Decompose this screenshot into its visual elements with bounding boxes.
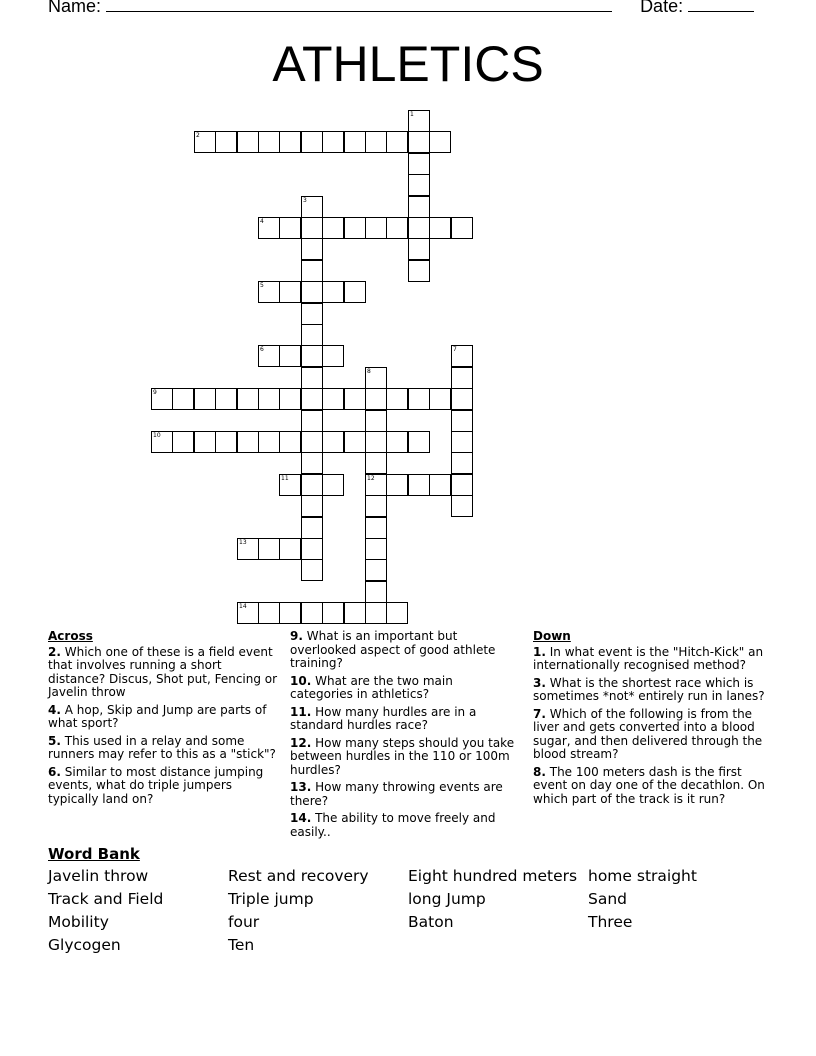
grid-cell[interactable] (215, 431, 237, 453)
across-heading: Across (48, 629, 93, 643)
clue-across-9: 9. What is an important but overlooked aspect of good athlete training? (290, 629, 496, 670)
grid-cell[interactable] (408, 196, 430, 218)
grid-cell[interactable] (301, 238, 323, 260)
across-clues-col1 (48, 630, 280, 810)
grid-cell[interactable] (151, 388, 173, 410)
grid-cell[interactable] (344, 131, 366, 153)
word-bank-item: long Jump (408, 890, 486, 908)
grid-cell[interactable] (408, 174, 430, 196)
grid-cell[interactable] (279, 431, 301, 453)
cell-number: 2 (196, 132, 200, 139)
grid-cell[interactable] (258, 602, 280, 624)
grid-cell[interactable] (301, 410, 323, 432)
grid-cell[interactable] (301, 452, 323, 474)
grid-cell[interactable] (365, 367, 387, 389)
cell-number: 13 (239, 539, 247, 546)
word-bank-item: Ten (228, 936, 255, 954)
clue-down-7: 7. Which of the following is from the liver and gets converted into a blood sugar, and then delivered through the blood stream? (533, 706, 763, 761)
grid-cell[interactable] (172, 388, 194, 410)
clue-down-3: 3. What is the shortest race which is sometimes *not* entirely run in lanes? (533, 675, 765, 703)
date-label: Date: (640, 0, 684, 16)
down-heading: Down (533, 629, 571, 643)
word-bank-item: Mobility (48, 913, 109, 931)
grid-cell[interactable] (451, 452, 473, 474)
cell-number: 5 (260, 282, 264, 289)
grid-cell[interactable] (451, 388, 473, 410)
grid-cell[interactable] (365, 538, 387, 560)
grid-cell[interactable] (408, 131, 430, 153)
name-label: Name: (48, 0, 102, 16)
grid-cell[interactable] (365, 559, 387, 581)
grid-cell[interactable] (451, 431, 473, 453)
word-bank-item: Rest and recovery (228, 867, 369, 885)
grid-cell[interactable] (386, 217, 408, 239)
clue-across-11: 11. How many hurdles are in a standard hurdles race? (290, 704, 477, 732)
grid-cell[interactable] (365, 217, 387, 239)
grid-cell[interactable] (237, 431, 259, 453)
grid-cell[interactable] (344, 217, 366, 239)
grid-cell[interactable] (322, 345, 344, 367)
grid-cell[interactable] (258, 431, 280, 453)
word-bank (48, 845, 788, 955)
grid-cell[interactable] (365, 581, 387, 603)
grid-cell[interactable] (237, 388, 259, 410)
grid-cell[interactable] (344, 602, 366, 624)
grid-cell[interactable] (408, 217, 430, 239)
grid-cell[interactable] (365, 517, 387, 539)
clue-across-14: 14. The ability to move freely and easily.. (290, 811, 496, 839)
clue-down-8: 8. The 100 meters dash is the first event on day one of the decathlon. On which part of the track is it run? (533, 764, 765, 806)
cell-number: 12 (367, 475, 375, 482)
grid-cell[interactable] (365, 474, 387, 496)
clue-across-10: 10. What are the two main categories in athletics? (290, 673, 453, 701)
grid-cell[interactable] (258, 131, 280, 153)
across-clues-col2 (290, 630, 516, 843)
grid-cell[interactable] (301, 131, 323, 153)
grid-cell[interactable] (365, 602, 387, 624)
grid-cell[interactable] (279, 281, 301, 303)
grid-cell[interactable] (215, 131, 237, 153)
grid-cell[interactable] (301, 474, 323, 496)
grid-cell[interactable] (344, 281, 366, 303)
grid-cell[interactable] (279, 538, 301, 560)
grid-cell[interactable] (279, 345, 301, 367)
grid-cell[interactable] (365, 410, 387, 432)
grid-cell[interactable] (386, 602, 408, 624)
word-bank-item: Glycogen (48, 936, 121, 954)
grid-cell[interactable] (451, 345, 473, 367)
grid-cell[interactable] (194, 431, 216, 453)
grid-cell[interactable] (194, 131, 216, 153)
grid-cell[interactable] (429, 217, 451, 239)
grid-cell[interactable] (301, 324, 323, 346)
grid-cell[interactable] (386, 474, 408, 496)
grid-cell[interactable] (344, 431, 366, 453)
grid-cell[interactable] (237, 538, 259, 560)
word-bank-item: Sand (588, 890, 627, 908)
grid-cell[interactable] (365, 388, 387, 410)
grid-cell[interactable] (322, 217, 344, 239)
grid-cell[interactable] (322, 602, 344, 624)
grid-cell[interactable] (279, 131, 301, 153)
grid-cell[interactable] (408, 431, 430, 453)
grid-cell[interactable] (301, 196, 323, 218)
word-bank-item: Three (588, 913, 633, 931)
clue-across-13: 13. How many throwing events are there? (290, 780, 503, 808)
word-bank-item: Javelin throw (48, 867, 149, 885)
grid-cell[interactable] (386, 131, 408, 153)
word-bank-item: Eight hundred meters (408, 867, 578, 885)
grid-cell[interactable] (301, 538, 323, 560)
grid-cell[interactable] (237, 131, 259, 153)
grid-cell[interactable] (451, 495, 473, 517)
clue-across-2: 2. Which one of these is a field event that involves running a short distance? Discus, Shot put, Fencing or Javelin throw (48, 644, 278, 699)
word-bank-grid (48, 867, 788, 955)
grid-cell[interactable] (301, 367, 323, 389)
grid-cell[interactable] (215, 388, 237, 410)
grid-cell[interactable] (386, 431, 408, 453)
grid-cell[interactable] (151, 431, 173, 453)
cell-number: 7 (453, 346, 457, 353)
grid-cell[interactable] (301, 281, 323, 303)
grid-cell[interactable] (322, 474, 344, 496)
grid-cell[interactable] (258, 538, 280, 560)
grid-cell[interactable] (279, 474, 301, 496)
grid-cell[interactable] (279, 602, 301, 624)
grid-cell[interactable] (301, 517, 323, 539)
word-bank-title: Word Bank (48, 845, 140, 863)
cell-number: 11 (281, 475, 289, 482)
clue-across-12: 12. How many steps should you take between hurdles in the 110 or 100m hurdles? (290, 735, 515, 777)
page-title: ATHLETICS (272, 36, 544, 92)
grid-cell[interactable] (301, 602, 323, 624)
grid-cell[interactable] (344, 388, 366, 410)
grid-cell[interactable] (258, 217, 280, 239)
grid-cell[interactable] (451, 217, 473, 239)
grid-cell[interactable] (429, 474, 451, 496)
grid-cell[interactable] (322, 281, 344, 303)
cell-number: 8 (367, 368, 371, 375)
grid-cell[interactable] (386, 388, 408, 410)
grid-cell[interactable] (429, 388, 451, 410)
grid-cell[interactable] (408, 474, 430, 496)
word-bank-item: Baton (408, 913, 454, 931)
cell-number: 1 (410, 111, 414, 118)
cell-number: 10 (153, 432, 161, 439)
clue-down-1: 1. In what event is the "Hitch-Kick" an internationally recognised method? (533, 644, 764, 672)
cell-number: 6 (260, 346, 264, 353)
word-bank-item: Triple jump (228, 890, 314, 908)
cell-number: 3 (303, 197, 307, 204)
grid-cell[interactable] (194, 388, 216, 410)
grid-cell[interactable] (258, 281, 280, 303)
grid-cell[interactable] (451, 367, 473, 389)
grid-cell[interactable] (301, 388, 323, 410)
clue-across-5: 5. This used in a relay and some runners may refer to this as a "stick"? (48, 733, 276, 761)
grid-cell[interactable] (172, 431, 194, 453)
grid-cell[interactable] (258, 388, 280, 410)
grid-cell[interactable] (279, 388, 301, 410)
down-clues-col (533, 630, 773, 810)
word-bank-item: Track and Field (48, 890, 164, 908)
cell-number: 9 (153, 389, 157, 396)
grid-cell[interactable] (301, 303, 323, 325)
grid-cell[interactable] (408, 153, 430, 175)
grid-cell[interactable] (301, 345, 323, 367)
grid-cell[interactable] (322, 388, 344, 410)
grid-cell[interactable] (429, 131, 451, 153)
clue-across-4: 4. A hop, Skip and Jump are parts of what sport? (48, 702, 267, 730)
grid-cell[interactable] (451, 474, 473, 496)
grid-cell[interactable] (408, 388, 430, 410)
word-bank-item: four (228, 913, 260, 931)
cell-number: 14 (239, 603, 247, 610)
grid-cell[interactable] (451, 410, 473, 432)
grid-cell[interactable] (258, 345, 280, 367)
cell-number: 4 (260, 218, 264, 225)
grid-cell[interactable] (279, 217, 301, 239)
grid-cell[interactable] (301, 495, 323, 517)
grid-cell[interactable] (301, 559, 323, 581)
grid-cell[interactable] (365, 131, 387, 153)
grid-cell[interactable] (365, 431, 387, 453)
grid-cell[interactable] (365, 452, 387, 474)
grid-cell[interactable] (408, 260, 430, 282)
grid-cell[interactable] (237, 602, 259, 624)
grid-cell[interactable] (301, 431, 323, 453)
grid-cell[interactable] (322, 131, 344, 153)
grid-cell[interactable] (365, 495, 387, 517)
word-bank-item: home straight (588, 867, 697, 885)
grid-cell[interactable] (301, 217, 323, 239)
grid-cell[interactable] (301, 260, 323, 282)
grid-cell[interactable] (408, 110, 430, 132)
grid-cell[interactable] (322, 431, 344, 453)
clue-across-6: 6. Similar to most distance jumping events, what do triple jumpers typically land on? (48, 764, 264, 806)
grid-cell[interactable] (408, 238, 430, 260)
